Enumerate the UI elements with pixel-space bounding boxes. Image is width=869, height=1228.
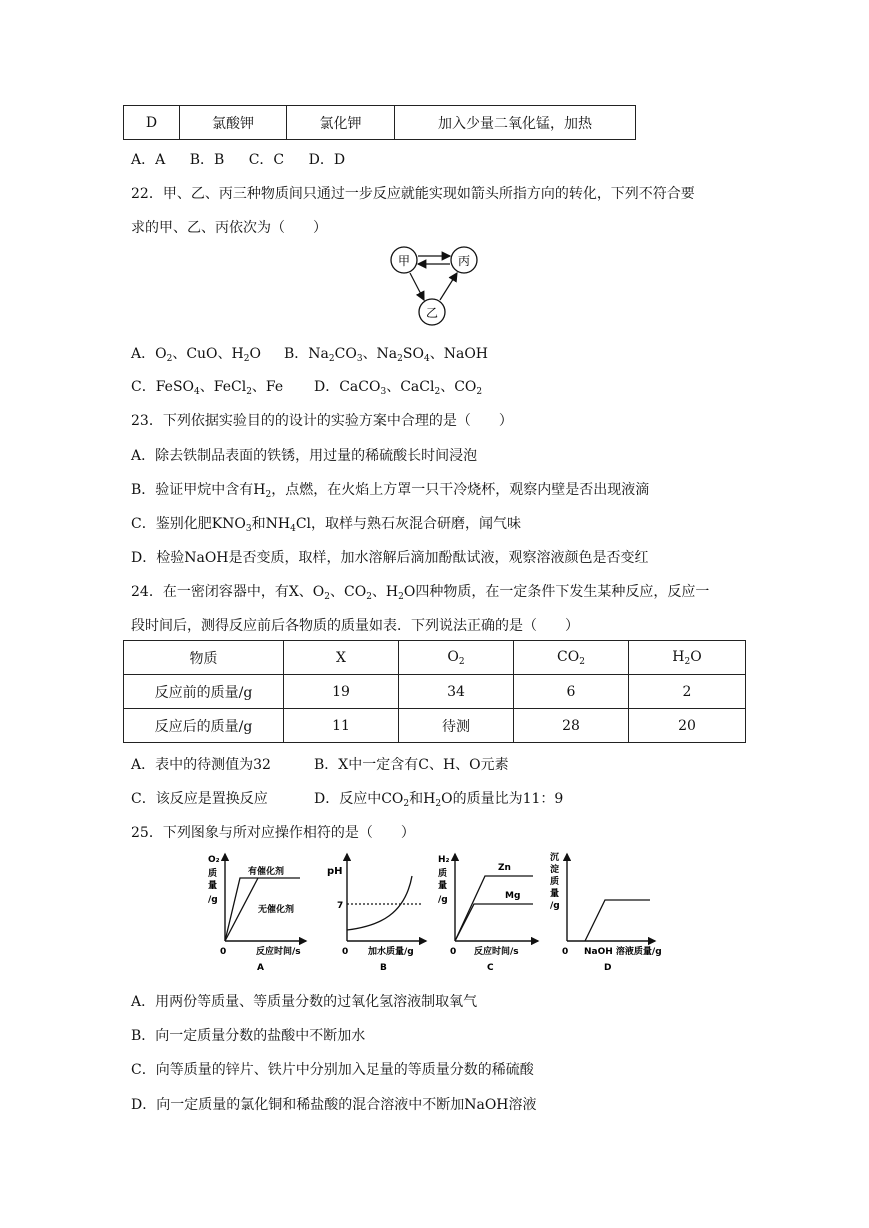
top-table-cell: 氯化钾: [287, 106, 395, 140]
graph-a-curve2-label: 无催化剂: [258, 905, 295, 915]
graph-c-ylabel: 量: [438, 881, 448, 891]
graph-a-curve-no-catalyst: [225, 878, 258, 941]
q25-stem: 25．下列图象与所对应操作相符的是（ ）: [131, 825, 415, 841]
q24-option-b: B．X中一定含有C、H、O元素: [314, 757, 509, 773]
graph-a-letter: A: [257, 963, 264, 973]
q22-option-a: A．$O_2$、CuO、$H_2O$: [131, 346, 261, 364]
q24-option-d: D．反应中$CO_2$和$H_2O$的质量比为11：9: [314, 791, 564, 809]
table-row: [124, 641, 746, 675]
table-cell: 20: [629, 709, 746, 743]
graph-a-ylabel: 量: [208, 881, 218, 891]
q22-transformation-diagram: [380, 238, 480, 334]
table-cell: 反应后的质量/g: [124, 709, 284, 743]
table-cell: $H_2O$: [629, 641, 746, 675]
q22-stem-line2: 求的甲、乙、丙依次为（ ）: [131, 220, 327, 236]
q21-option-a: A．A: [131, 152, 166, 168]
graph-a-ylabel: /g: [208, 895, 218, 905]
graph-b-curve: [347, 876, 412, 930]
graph-c-origin: 0: [450, 947, 457, 957]
table-cell: 2: [629, 675, 746, 709]
table-cell: $O_2$: [399, 641, 514, 675]
table-cell: 19: [284, 675, 399, 709]
graph-a: [208, 854, 306, 973]
graph-c-xlabel: 反应时间/s: [474, 947, 519, 957]
q22-option-b: B．$Na_2CO_3$、$Na_2SO_4$、NaOH: [284, 346, 489, 364]
q21-option-b: B．B: [189, 152, 225, 168]
table-cell: $CO_2$: [514, 641, 629, 675]
graph-c-curve-zn: [455, 876, 533, 941]
q21-options: [131, 149, 385, 169]
table-cell: 28: [514, 709, 629, 743]
graph-d-ylabel: /g: [550, 901, 560, 911]
graph-d: [550, 851, 662, 973]
table-cell: 待测: [399, 709, 514, 743]
q23-option-d: D．检验NaOH是否变质，取样，加水溶解后滴加酚酞试液，观察溶液颜色是否变红: [131, 550, 649, 566]
graph-c-letter: C: [487, 963, 494, 973]
graph-a-ylabel: 质: [208, 869, 218, 879]
arrow-yi-to-bing: [440, 273, 457, 300]
q25-option-d: D．向一定质量的氯化铜和稀盐酸的混合溶液中不断加NaOH溶液: [131, 1097, 537, 1113]
q24-mass-table: [123, 640, 746, 743]
q22-option-c: C．FeSO$_4$、FeCl$_2$、Fe: [131, 379, 284, 397]
top-table-cell: 加入少量二氧化锰，加热: [395, 106, 636, 140]
q25-option-a: A．用两份等质量、等质量分数的过氧化氢溶液制取氧气: [131, 994, 478, 1010]
graph-d-ylabel: 沉: [550, 853, 560, 863]
table-cell: 反应前的质量/g: [124, 675, 284, 709]
table-row: [124, 675, 746, 709]
graph-c-curve1-label: Zn: [498, 863, 511, 873]
graph-a-ylabel: O₂: [208, 855, 220, 865]
q25-option-b: B．向一定质量分数的盐酸中不断加水: [131, 1028, 366, 1044]
graph-c: [438, 854, 538, 973]
node-jia-label: 甲: [397, 254, 411, 268]
q24-option-c: C．该反应是置换反应: [131, 791, 268, 807]
q24-option-a: A．表中的待测值为32: [131, 757, 271, 773]
graph-b-xlabel: 加水质量/g: [368, 947, 414, 957]
table-row: [124, 709, 746, 743]
q24-stem-line2: 段时间后，测得反应前后各物质的质量如表．下列说法正确的是（ ）: [131, 618, 579, 634]
graph-c-ylabel: 质: [438, 869, 448, 879]
q23-option-c: C．鉴别化肥$KNO_3$和$NH_4Cl$，取样与熟石灰混合研磨，闻气味: [131, 516, 522, 534]
graph-b-tick7: 7: [337, 901, 344, 911]
q23-stem: 23．下列依据实验目的的设计的实验方案中合理的是（ ）: [131, 413, 513, 429]
graph-d-xlabel: NaOH 溶液质量/g: [584, 947, 662, 957]
table-cell: 6: [514, 675, 629, 709]
table-cell: 物质: [124, 641, 284, 675]
q25-option-c: C．向等质量的锌片、铁片中分别加入足量的等质量分数的稀硫酸: [131, 1062, 534, 1078]
q22-stem-line1: 22．甲、乙、丙三种物质间只通过一步反应就能实现如箭头所指方向的转化，下列不符合要: [131, 186, 695, 202]
graph-c-curve-mg: [455, 904, 533, 941]
graph-d-curve: [585, 900, 650, 941]
graph-b-letter: B: [380, 963, 387, 973]
q25-graphs: [200, 846, 665, 976]
graph-d-ylabel: 淀: [550, 865, 560, 875]
arrow-jia-to-yi: [410, 273, 424, 300]
graph-d-ylabel: 质: [550, 877, 560, 887]
q21-option-d: D．D: [308, 152, 346, 168]
q23-option-a: A．除去铁制品表面的铁锈，用过量的稀硫酸长时间浸泡: [131, 448, 478, 464]
graph-d-letter: D: [604, 963, 612, 973]
table-cell: X: [284, 641, 399, 675]
q24-stem-line1: 24．在一密闭容器中，有X、$O_2$、$CO_2$、$H_2O$四种物质，在一定条件下发生某种反应，反应一: [131, 584, 710, 602]
graph-b-ylabel: pH: [327, 866, 343, 877]
top-table-cell: D: [124, 106, 180, 140]
q22-option-d: D．CaCO$_3$、CaCl$_2$、$CO_2$: [314, 379, 483, 397]
table-cell: 11: [284, 709, 399, 743]
graph-b-origin: 0: [342, 947, 349, 957]
graph-c-curve2-label: Mg: [505, 891, 521, 901]
top-table-cell: 氯酸钾: [180, 106, 287, 140]
q23-option-b: B．验证甲烷中含有$H_2$，点燃，在火焰上方罩一只干冷烧杯，观察内壁是否出现液滴: [131, 482, 650, 500]
graph-d-origin: 0: [562, 947, 569, 957]
node-yi-label: 乙: [425, 306, 439, 320]
graph-a-xlabel: 反应时间/s: [256, 947, 301, 957]
node-bing-label: 丙: [457, 254, 471, 268]
graph-c-ylabel: /g: [438, 895, 448, 905]
q21-option-c: C．C: [248, 152, 285, 168]
graph-d-ylabel: 量: [550, 889, 560, 899]
graph-b: [327, 854, 426, 973]
graph-c-ylabel: H₂: [438, 855, 450, 865]
top-table: [123, 105, 636, 140]
graph-a-curve1-label: 有催化剂: [248, 867, 285, 877]
graph-a-origin: 0: [220, 947, 227, 957]
table-cell: 34: [399, 675, 514, 709]
